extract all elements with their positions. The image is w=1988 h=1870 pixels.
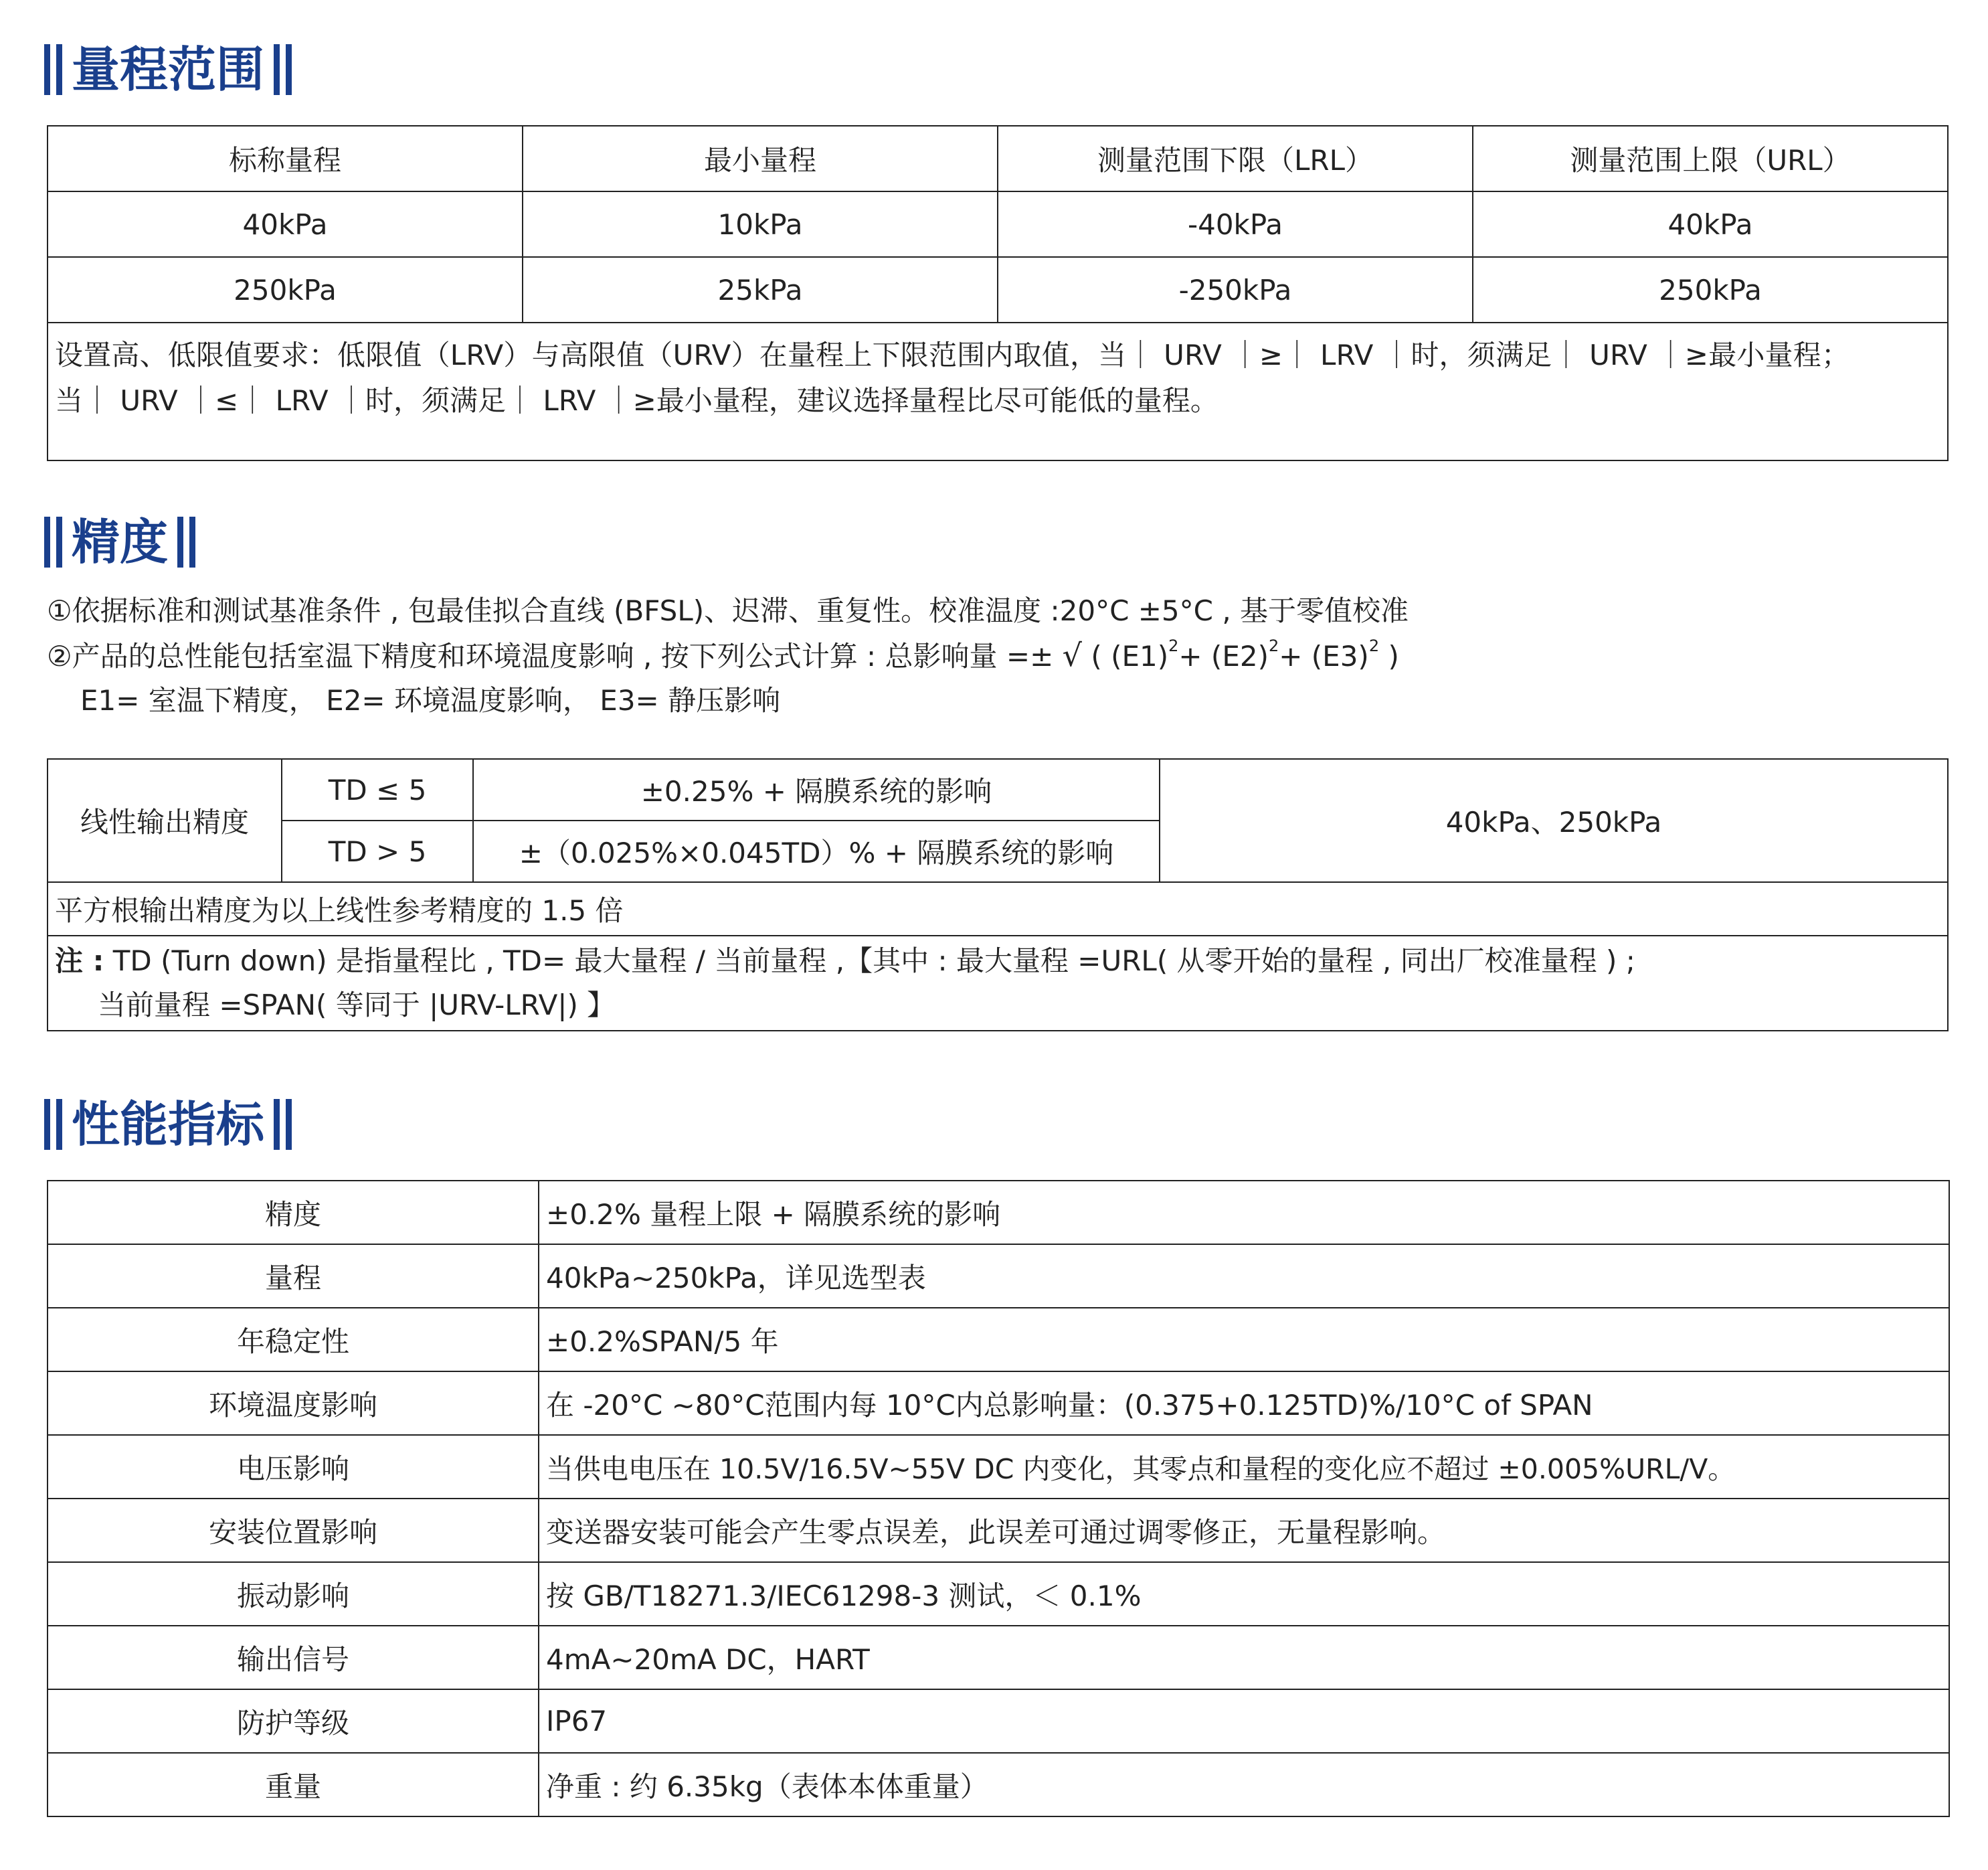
- td-value-1: ±0.25% + 隔膜系统的影响: [473, 759, 1160, 821]
- table-row: [48, 257, 1948, 323]
- spec-value: 按 GB/T18271.3/IEC61298-3 测试，＜ 0.1%: [539, 1562, 1949, 1626]
- range-cell: -40kPa: [998, 191, 1473, 257]
- range-cell: 250kPa: [1473, 257, 1948, 323]
- table-row: [48, 1181, 1949, 1244]
- turndown-note: [48, 936, 1948, 1031]
- td-condition-1: TD ≤ 5: [282, 759, 473, 821]
- range-header-nominal: 标称量程: [48, 126, 523, 191]
- accuracy-section-title: 精度: [72, 514, 169, 570]
- spec-value: 变送器安装可能会产生零点误差，此误差可通过调零修正，无量程影响。: [539, 1499, 1949, 1562]
- table-row: [48, 1435, 1949, 1499]
- range-cell: 25kPa: [523, 257, 998, 323]
- table-row: [48, 191, 1948, 257]
- table-row: [48, 1689, 1949, 1753]
- performance-section-heading: [44, 1096, 292, 1153]
- spec-label: 环境温度影响: [48, 1371, 539, 1435]
- spec-label: 防护等级: [48, 1689, 539, 1753]
- range-section-title: 量程范围: [72, 41, 265, 98]
- performance-section-title: 性能指标: [72, 1096, 265, 1153]
- table-row: [48, 1562, 1949, 1626]
- formula-prefix: ②产品的总性能包括室温下精度和环境温度影响 , 按下列公式计算 : 总影响量 =±: [47, 640, 1054, 673]
- formula-e1: ( (E1): [1091, 640, 1169, 673]
- accuracy-table: [47, 758, 1949, 1031]
- spec-value: 在 -20°C ~80°C范围内每 10°C内总影响量：(0.375+0.125TD)%/10°C of SPAN: [539, 1371, 1949, 1435]
- range-note: [48, 323, 1948, 460]
- linear-accuracy-label: 线性输出精度: [48, 759, 282, 882]
- spec-label: 振动影响: [48, 1562, 539, 1626]
- table-row: [48, 1244, 1949, 1308]
- formula-sup: 2: [1368, 636, 1380, 655]
- range-note-line: 设置高、低限值要求：低限值（LRV）与高限值（URV）在量程上下限范围内取值，当｜ URV ｜≥｜ LRV ｜时，须满足｜ URV ｜≥最小量程；: [55, 339, 1850, 371]
- note-line-2: 当前量程 =SPAN( 等同于 |URV-LRV|) 】: [98, 989, 616, 1021]
- heading-bars-left: [44, 1099, 62, 1150]
- accuracy-line-3: E1= 室温下精度， E2= 环境温度影响， E3= 静压影响: [80, 684, 781, 717]
- range-cell: 40kPa: [1473, 191, 1948, 257]
- note-line-1: TD (Turn down) 是指量程比 , TD= 最大量程 / 当前量程 ,【其中 : 最大量程 =URL( 从零开始的量程 , 同出厂校准量程 ) ;: [104, 944, 1635, 977]
- spec-value: 当供电电压在 10.5V/16.5V~55V DC 内变化，其零点和量程的变化应不超过 ±0.005%URL/V。: [539, 1435, 1949, 1499]
- spec-label: 安装位置影响: [48, 1499, 539, 1562]
- formula-sup: 2: [1268, 636, 1279, 655]
- accuracy-ranges: 40kPa、250kPa: [1160, 759, 1948, 882]
- formula-close: ): [1379, 640, 1399, 673]
- formula-e3: + (E3): [1279, 640, 1369, 673]
- table-row: [48, 1499, 1949, 1562]
- range-note-line: 当｜ URV ｜≤｜ LRV ｜时，须满足｜ LRV ｜≥最小量程，建议选择量程比尽可能低的量程。: [55, 384, 1218, 417]
- formula-e2: + (E2): [1178, 640, 1269, 673]
- table-row: [48, 1753, 1949, 1816]
- spec-value: 4mA~20mA DC，HART: [539, 1626, 1949, 1689]
- table-row: [48, 1371, 1949, 1435]
- range-cell: 250kPa: [48, 257, 523, 323]
- sqrt-icon: √: [1062, 637, 1082, 673]
- spec-label: 年稳定性: [48, 1308, 539, 1371]
- heading-bars-left: [44, 44, 62, 95]
- td-value-2: ±（0.025%×0.045TD）% + 隔膜系统的影响: [473, 821, 1160, 882]
- accuracy-line-1: ①依据标准和测试基准条件 , 包最佳拟合直线 (BFSL)、迟滞、重复性。校准温度 :20°C ±5°C , 基于零值校准: [47, 594, 1409, 627]
- range-header-url: 测量范围上限（URL）: [1473, 126, 1948, 191]
- note-label: 注 :: [55, 944, 104, 977]
- spec-value: IP67: [539, 1689, 1949, 1753]
- heading-bars-right: [274, 1099, 292, 1150]
- range-header-min: 最小量程: [523, 126, 998, 191]
- range-cell: 10kPa: [523, 191, 998, 257]
- table-row: [48, 1308, 1949, 1371]
- heading-bars-right: [274, 44, 292, 95]
- spec-label: 重量: [48, 1753, 539, 1816]
- spec-label: 量程: [48, 1244, 539, 1308]
- accuracy-line-2: [47, 633, 1409, 679]
- spec-label: 电压影响: [48, 1435, 539, 1499]
- spec-value: ±0.2% 量程上限 + 隔膜系统的影响: [539, 1181, 1949, 1244]
- spec-value: ±0.2%SPAN/5 年: [539, 1308, 1949, 1371]
- accuracy-description: [47, 589, 1409, 723]
- heading-bars-left: [44, 517, 62, 568]
- table-row: [48, 1626, 1949, 1689]
- sqrt-output-note: 平方根输出精度为以上线性参考精度的 1.5 倍: [48, 882, 1948, 936]
- accuracy-section-heading: [44, 514, 195, 570]
- range-table: [47, 125, 1949, 461]
- spec-label: 输出信号: [48, 1626, 539, 1689]
- range-cell: 40kPa: [48, 191, 523, 257]
- range-cell: -250kPa: [998, 257, 1473, 323]
- td-condition-2: TD > 5: [282, 821, 473, 882]
- range-header-lrl: 测量范围下限（LRL）: [998, 126, 1473, 191]
- performance-table: [47, 1180, 1950, 1817]
- heading-bars-right: [177, 517, 195, 568]
- spec-value: 40kPa~250kPa，详见选型表: [539, 1244, 1949, 1308]
- spec-label: 精度: [48, 1181, 539, 1244]
- spec-value: 净重 : 约 6.35kg（表体本体重量）: [539, 1753, 1949, 1816]
- range-section-heading: [44, 41, 292, 98]
- formula-sup: 2: [1168, 636, 1179, 655]
